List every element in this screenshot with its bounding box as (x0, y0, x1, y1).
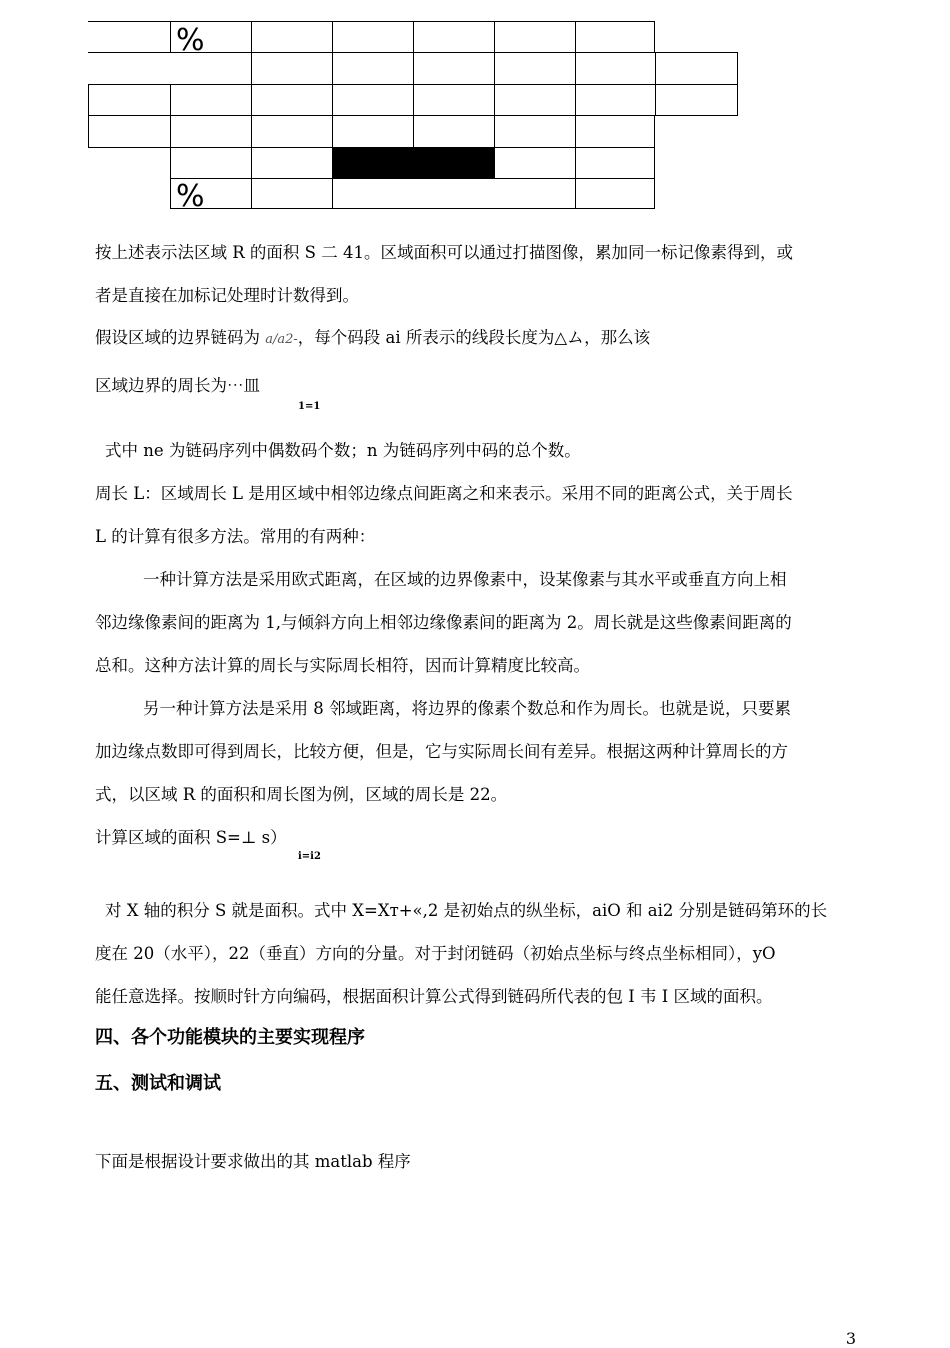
grid-cell (413, 21, 495, 53)
perimeter-definition-line1: 周长 L：区域周长 L 是用区域中相邻边缘点间距离之和来表示。采用不同的距离公式，关于周长 (95, 484, 793, 503)
page-number: 3 (845, 1329, 856, 1348)
grid-cell (494, 84, 576, 116)
chain-suffix: ，每个码段 ai 所表示的线段长度为△ム，那么该 (297, 328, 651, 347)
grid-cell (170, 147, 252, 179)
percent-sign-bottom: % (176, 182, 205, 209)
perimeter-formula-index: 1=1 (298, 401, 321, 412)
matlab-intro: 下面是根据设计要求做出的其 matlab 程序 (95, 1152, 411, 1171)
method2-line2: 加边缘点数即可得到周长，比较方便，但是，它与实际周长间有差异。根据这两种计算周长的方 (95, 742, 788, 761)
grid-cell (251, 178, 333, 209)
grid-cell (88, 84, 171, 116)
grid-cell (332, 21, 414, 53)
grid-cell (251, 21, 333, 53)
grid-cell (494, 115, 576, 148)
grid-cell (575, 84, 656, 116)
grid-cell (251, 115, 333, 148)
grid-cell (251, 147, 333, 179)
grid-cell-filled (332, 147, 495, 178)
area-formula: 计算区域的面积 S=⊥ s） (95, 828, 287, 847)
grid-cell (251, 84, 333, 116)
method2-line3: 式，以区域 R 的面积和周长图为例，区域的周长是 22。 (95, 785, 508, 804)
grid-cell (575, 178, 655, 209)
grid-cell (575, 115, 655, 148)
grid-cell (655, 84, 738, 116)
area-paragraph-line2: 者是直接在加标记处理时计数得到。 (95, 286, 359, 305)
perimeter-formula: 区域边界的周长为⋯皿 (95, 376, 260, 395)
grid-cell (88, 115, 171, 148)
grid-cell (494, 52, 576, 85)
percent-sign-top: % (176, 26, 205, 53)
grid-cell (413, 52, 495, 85)
section-heading-4: 四、各个功能模块的主要实现程序 (95, 1027, 365, 1048)
grid-cell (413, 84, 495, 116)
grid-cell (88, 52, 252, 85)
grid-cell (332, 178, 576, 209)
chain-symbol: a/a2- (265, 332, 298, 347)
perimeter-definition-line2: L 的计算有很多方法。常用的有两种： (95, 527, 376, 546)
grid-cell (575, 52, 656, 85)
integral-line2: 度在 20（水平），22（垂直）方向的分量。对于封闭链码（初始点坐标与终点坐标相同），yO (95, 944, 776, 963)
grid-cell (494, 21, 576, 53)
section-heading-5: 五、测试和调试 (95, 1073, 221, 1094)
integral-line3: 能任意选择。按顺时针方向编码，根据面积计算公式得到链码所代表的包 I 韦 I 区域的面积。 (95, 987, 773, 1006)
method2-line1: 另一种计算方法是采用 8 邻域距离，将边界的像素个数总和作为周长。也就是说，只要累 (143, 699, 791, 718)
grid-cell (332, 52, 414, 85)
integral-line1: 对 X 轴的积分 S 就是面积。式中 X=Xт+«,2 是初始点的纵坐标，aiO 和 ai2 分别是链码第环的长 (105, 901, 828, 920)
chain-prefix: 假设区域的边界链码为 (95, 328, 266, 347)
method1-line1: 一种计算方法是采用欧式距离，在区域的边界像素中，设某像素与其水平或垂直方向上相 (143, 570, 787, 589)
grid-cell (332, 84, 414, 116)
grid-cell (170, 115, 252, 148)
chain-code-line (95, 330, 650, 347)
method1-line2: 邻边缘像素间的距离为 1,与倾斜方向上相邻边缘像素间的距离为 2。周长就是这些像素间距离的 (95, 613, 792, 632)
grid-cell (332, 115, 414, 148)
grid-cell (413, 115, 495, 148)
area-formula-index: i=i2 (298, 851, 321, 862)
grid-cell (88, 21, 171, 53)
grid-cell (575, 147, 655, 179)
grid-cell (575, 21, 655, 53)
grid-cell (494, 147, 576, 179)
grid-cell (655, 52, 738, 85)
grid-cell (251, 52, 333, 85)
ne-explanation: 式中 ne 为链码序列中偶数码个数；n 为链码序列中码的总个数。 (105, 441, 581, 460)
method1-line3: 总和。这种方法计算的周长与实际周长相符，因而计算精度比较高。 (95, 656, 590, 675)
area-paragraph-line1: 按上述表示法区域 R 的面积 S 二 41。区域面积可以通过打描图像，累加同一标记像素得到，或 (95, 243, 793, 262)
grid-cell (170, 84, 252, 116)
